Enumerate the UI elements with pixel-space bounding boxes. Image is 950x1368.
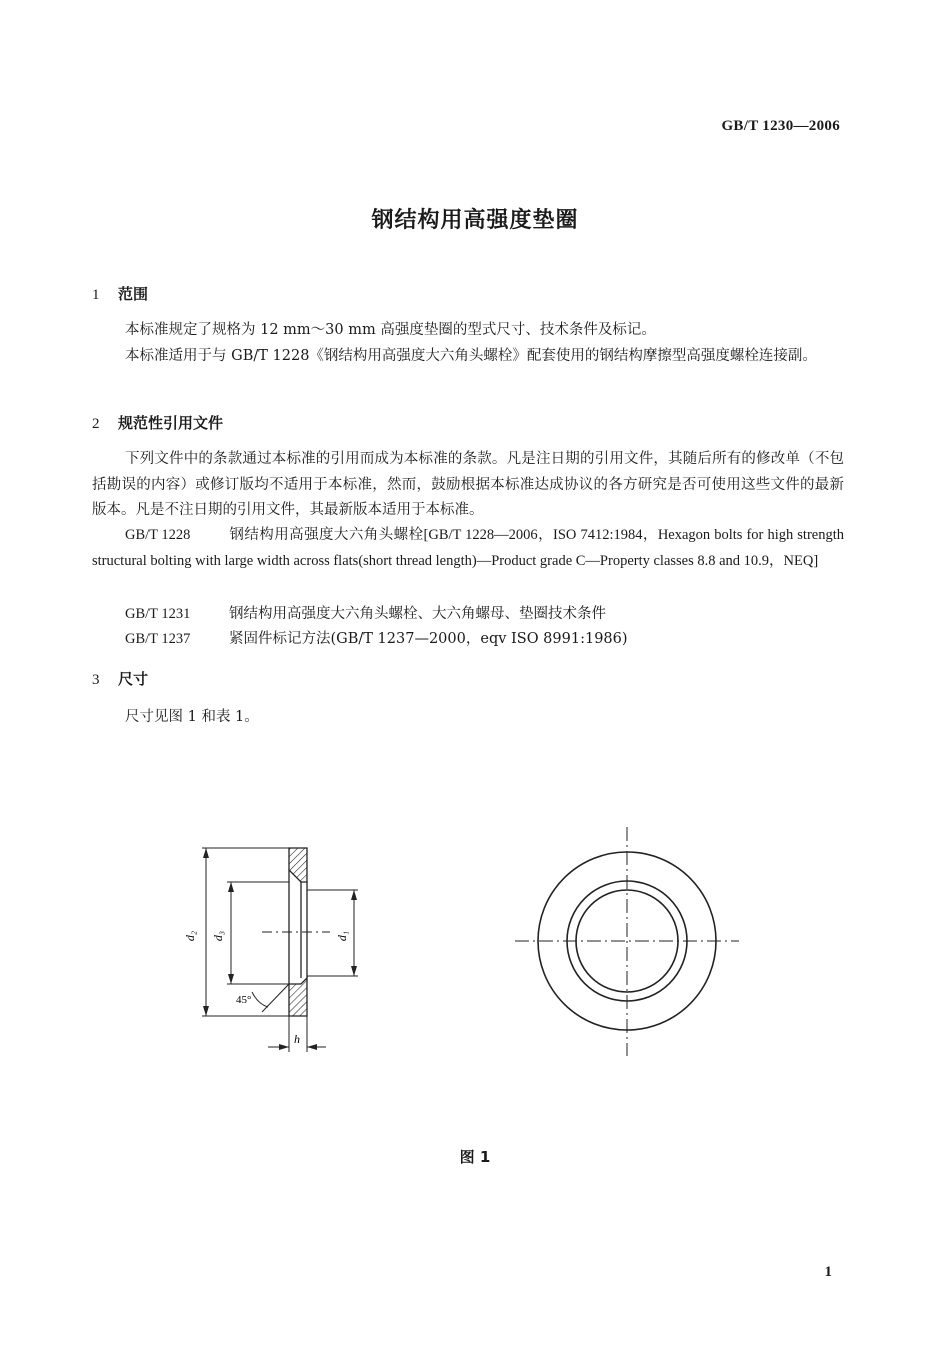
label-d3: d₃ xyxy=(211,930,225,942)
section-1-number: 1 xyxy=(92,287,100,303)
section-1-title: 范围 xyxy=(118,285,149,303)
reference-code: GB/T 1237 xyxy=(125,631,191,647)
label-d2: d₂ xyxy=(183,930,197,942)
section-3-number: 3 xyxy=(92,672,100,688)
label-h: h xyxy=(294,1032,300,1046)
section-hatch-bottom xyxy=(289,978,307,1016)
section-1-paragraph-2: 本标准适用于与 GB/T 1228《钢结构用高强度大六角头螺栓》配套使用的钢结构摩擦型高强度螺栓连接副。 xyxy=(125,348,817,364)
washer-section-view xyxy=(202,848,358,1052)
label-d1: d₁ xyxy=(335,930,349,942)
document-title: 钢结构用高强度垫圈 xyxy=(371,208,579,233)
reference-text: 紧固件标记方法(GB/T 1237—2000，eqv ISO 8991:1986) xyxy=(229,631,628,647)
section-2-number: 2 xyxy=(92,416,100,432)
page-number: 1 xyxy=(824,1264,832,1280)
section-3-title: 尺寸 xyxy=(118,670,149,688)
arrowhead xyxy=(351,966,357,976)
arrowhead xyxy=(351,890,357,900)
reference-code: GB/T 1231 xyxy=(125,606,191,622)
washer-front-view xyxy=(515,827,739,1056)
arrowhead xyxy=(228,882,234,892)
angle-leader xyxy=(262,984,289,1012)
reference-code: GB/T 1228 xyxy=(125,527,191,543)
section-1-paragraph-1: 本标准规定了规格为 12 mm～30 mm 高强度垫圈的型式尺寸、技术条件及标记。 xyxy=(125,322,656,338)
arrowhead xyxy=(228,974,234,984)
arrowhead xyxy=(203,848,209,858)
arrowhead xyxy=(279,1044,289,1050)
angle-arc xyxy=(252,992,268,1007)
section-2-title: 规范性引用文件 xyxy=(118,414,224,432)
standard-number: GB/T 1230—2006 xyxy=(721,118,840,134)
reference-text: 钢结构用高强度大六角头螺栓[GB/T 1228—2006，ISO 7412:1984，Hexagon bolts for high strength structural bolting with large width across flats(short thread length)—Product grade C—Property classes 8.8 and 10.9，NEQ] xyxy=(92,527,844,569)
section-2-paragraph-1: 下列文件中的条款通过本标准的引用而成为本标准的条款。凡是注日期的引用文件，其随后所有的修改单（不包括勘误的内容）或修订版均不适用于本标准，然而，鼓励根据本标准达成协议的各方研究是否可使用这些文件的最新版本。凡是不注日期的引用文件，其最新版本适用于本标准。 xyxy=(92,451,844,518)
arrowhead xyxy=(307,1044,317,1050)
section-3-paragraph-1: 尺寸见图 1 和表 1。 xyxy=(125,709,259,725)
label-angle: 45° xyxy=(236,994,252,1006)
dimension-arrowheads xyxy=(203,848,357,1050)
arrowhead xyxy=(203,1006,209,1016)
figure-caption: 图 1 xyxy=(459,1148,491,1166)
section-hatch-top xyxy=(289,848,307,882)
reference-text: 钢结构用高强度大六角头螺栓、大六角螺母、垫圈技术条件 xyxy=(229,606,606,622)
